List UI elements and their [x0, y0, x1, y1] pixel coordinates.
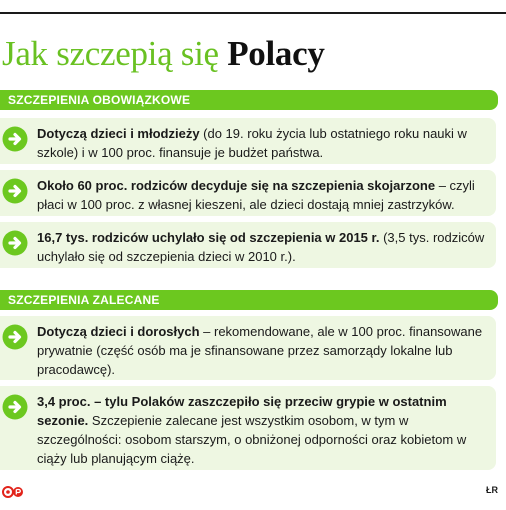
- item-bold: Około 60 proc. rodziców decyduje się na szczepienia skojarzone: [37, 178, 436, 193]
- item-rest: (do 19. roku życia lub ostatniego roku nauki w szkole) i w 100 proc. finansuje je budżet państwa.: [37, 126, 467, 160]
- section-header-mandatory: SZCZEPIENIA OBOWIĄZKOWE: [0, 90, 498, 110]
- item-text: [37, 392, 486, 468]
- item-text: [37, 124, 486, 162]
- publisher-logo-icon: [2, 485, 26, 499]
- item-text: [37, 322, 486, 379]
- list-item: [0, 386, 496, 470]
- item-bold: 3,4 proc. – tylu Polaków zaszczepiło się przeciw grypie w ostatnim sezonie.: [37, 394, 447, 428]
- list-item: [0, 118, 496, 164]
- item-rest: – rekomendowane, ale w 100 proc. finansowane prywatnie (część osób ma je sfinansowane przez samorządy lokalne lub pracodawcę).: [37, 324, 483, 377]
- item-text: [37, 176, 486, 214]
- arrow-right-icon: [2, 178, 28, 204]
- arrow-right-icon: [2, 394, 28, 420]
- item-bold: Dotyczą dzieci i dorosłych: [37, 324, 200, 339]
- list-item: [0, 316, 496, 380]
- arrow-right-icon: [2, 126, 28, 152]
- top-rule: [0, 10, 506, 17]
- title-part-1: Jak szczepią się: [2, 34, 219, 73]
- author-credit: ŁR: [486, 485, 498, 495]
- item-rest: Szczepienie zalecane jest wszystkim osobom, w tym w szczególności: osobom starszym, o obniżonej odporności oraz kobietom w ciąży lub planującym ciążę.: [37, 413, 467, 466]
- item-rest: (3,5 tys. rodziców uchylało się od szczepienia dzieci w 2010 r.).: [37, 230, 485, 264]
- title-part-2: Polacy: [227, 34, 325, 73]
- arrow-right-icon: [2, 230, 28, 256]
- item-bold: Dotyczą dzieci i młodzieży: [37, 126, 200, 141]
- item-bold: 16,7 tys. rodziców uchylało się od szczepienia w 2015 r.: [37, 230, 380, 245]
- list-item: [0, 170, 496, 216]
- page-title: [2, 32, 325, 76]
- item-text: [37, 228, 486, 266]
- arrow-right-icon: [2, 324, 28, 350]
- list-item: [0, 222, 496, 268]
- section-header-recommended: SZCZEPIENIA ZALECANE: [0, 290, 498, 310]
- item-rest: – czyli płaci w 100 proc. z własnej kieszeni, ale dzieci dostają mniej zastrzyków.: [37, 178, 475, 212]
